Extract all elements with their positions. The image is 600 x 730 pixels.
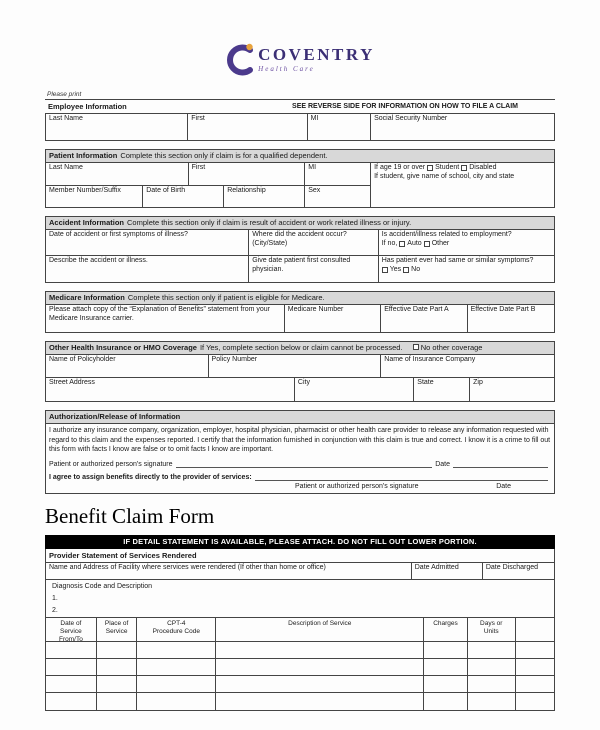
date-admitted-cell (412, 563, 483, 579)
employee-mi-cell (308, 114, 372, 140)
cell-label: Date of Birth (146, 186, 186, 194)
if-no-label: If no, (381, 239, 398, 247)
no-other-coverage-label: No other coverage (420, 343, 483, 352)
service-cell (468, 676, 516, 692)
diagnosis-cell (46, 580, 554, 617)
effective-date-a-cell (381, 305, 467, 332)
similar-symptoms-cell (379, 256, 554, 282)
col-label: Units (483, 627, 499, 635)
service-cell (468, 693, 516, 710)
auto-checkbox[interactable] (399, 241, 405, 247)
patient-last-name-cell (46, 163, 189, 185)
date-line (453, 460, 548, 468)
date-label: Date (435, 460, 450, 468)
no-checkbox[interactable] (403, 267, 409, 273)
section-title: Authorization/Release of Information (49, 412, 181, 421)
zip-cell (470, 378, 554, 401)
cell-label: MI (308, 164, 317, 171)
assign-benefits-row (49, 473, 551, 481)
col-days-units (468, 618, 516, 641)
cell-label: Social Security Number (374, 115, 448, 122)
cell-label: First (191, 115, 205, 122)
signature-sublabels (49, 483, 551, 490)
logo-text (258, 46, 375, 73)
diagnosis-row (46, 580, 554, 618)
col-charges (424, 618, 467, 641)
employee-section-title: Employee Information (48, 102, 127, 111)
employee-row (46, 114, 554, 140)
policy-number-cell (209, 355, 382, 377)
patient-left-column (46, 163, 371, 207)
service-cell (137, 676, 216, 692)
accident-row-1 (46, 230, 554, 256)
form-content (45, 90, 555, 711)
cell-label: Street Address (49, 379, 95, 386)
service-cell (424, 693, 467, 710)
service-row-empty (46, 642, 554, 659)
services-header-row (46, 618, 554, 642)
symptoms-options (382, 266, 551, 275)
sex-cell (305, 186, 370, 208)
brand-tagline: Health Care (258, 64, 315, 73)
patient-section-bar (45, 149, 555, 162)
service-cell (516, 642, 554, 658)
cell-label: Is accident/illness related to employment? (381, 231, 512, 238)
authorization-text: I authorize any insurance company, organization, employer, hospital physician, pharmacist or other health care provider to release any information requested with regard to this claim and the expenses reported. I certify that the information furnished in conjunction with this claim is true and correct. I know it is a crime to fill out this form with facts I know are false or to omit facts I know are important. (49, 427, 551, 453)
service-cell (137, 693, 216, 710)
cell-label: Has patient ever had same or similar symptoms? (381, 257, 534, 264)
cell-label: First (191, 164, 206, 171)
service-cell (46, 659, 97, 675)
employment-related-cell (379, 230, 554, 255)
patient-grid (45, 162, 555, 208)
accident-date-cell (46, 230, 249, 255)
accident-section-bar (45, 216, 555, 229)
other-label: Other (431, 239, 450, 247)
service-cell (97, 659, 138, 675)
cell-label: State (417, 379, 434, 386)
col-place-of-service (97, 618, 138, 641)
section-title: Accident Information (49, 218, 125, 227)
service-row-empty (46, 676, 554, 693)
col-label: CPT-4 (167, 619, 186, 627)
col-cpt4-code (137, 618, 216, 641)
other-coverage-grid (45, 354, 555, 402)
col-label: Procedure Code (152, 627, 200, 635)
col-label: Date of Service (60, 619, 82, 635)
auto-label: Auto (407, 239, 422, 247)
coventry-logo (0, 0, 600, 78)
employee-first-cell (188, 114, 307, 140)
col-description (216, 618, 424, 641)
medicare-attach-cell (46, 305, 285, 332)
accident-where-cell (249, 230, 379, 255)
signature-sublabel: Patient or authorized person's signature (294, 482, 419, 490)
policyholder-cell (46, 355, 209, 377)
cell-label: Last Name (49, 164, 83, 171)
service-cell (424, 659, 467, 675)
facility-row (46, 563, 554, 580)
patient-first-cell (189, 163, 306, 185)
provider-statement-title: Provider Statement of Services Rendered (46, 549, 554, 563)
describe-accident-cell (46, 256, 249, 282)
service-cell (137, 659, 216, 675)
medicare-section-bar (45, 291, 555, 304)
no-other-coverage-checkbox[interactable] (413, 344, 419, 350)
cell-label: Member Number/Suffix (49, 186, 121, 194)
service-cell (424, 676, 467, 692)
facility-cell (46, 563, 412, 579)
section-subtitle: If Yes, complete section below or claim cannot be processed. (199, 343, 403, 352)
cell-label: City (297, 379, 310, 386)
cell-label: Describe the accident or illness. (49, 257, 148, 264)
section-subtitle: Complete this section only if claim is for a qualified dependent. (120, 151, 328, 160)
city-cell (295, 378, 414, 401)
provider-statement-box (45, 549, 555, 711)
student-checkbox[interactable] (427, 165, 433, 171)
service-cell (97, 642, 138, 658)
see-reverse-note: SEE REVERSE SIDE FOR INFORMATION ON HOW TO FILE A CLAIM (292, 103, 518, 110)
street-address-cell (46, 378, 295, 401)
service-cell (46, 676, 97, 692)
employee-last-name-cell (46, 114, 188, 140)
patient-rows (46, 163, 554, 207)
member-number-cell (46, 186, 143, 208)
col-label: Charges (433, 619, 458, 627)
medicare-number-cell (285, 305, 382, 332)
cell-label: Date Discharged (485, 563, 538, 571)
date-discharged-cell (483, 563, 554, 579)
col-label: Service (105, 627, 128, 635)
service-cell (424, 642, 467, 658)
service-cell (516, 693, 554, 710)
service-cell (216, 642, 424, 658)
col-label: Days or (480, 619, 503, 627)
cell-label: Last Name (49, 115, 83, 122)
disabled-checkbox[interactable] (461, 165, 467, 171)
service-cell (516, 659, 554, 675)
service-cell (216, 659, 424, 675)
col-label: From/To (58, 635, 83, 643)
cell-label: Sex (308, 186, 321, 194)
diagnosis-label: Diagnosis Code and Description (52, 582, 152, 590)
service-cell (468, 659, 516, 675)
cell-label: Name of Insurance Company (384, 356, 476, 363)
cell-label: Medicare Number (287, 306, 344, 313)
diagnosis-line-2: 2. (52, 606, 58, 614)
date-sublabel: Date (496, 482, 511, 490)
date-of-birth-cell (143, 186, 224, 208)
insurance-company-cell (381, 355, 554, 377)
section-title: Other Health Insurance or HMO Coverage (49, 343, 197, 352)
section-title: Medicare Information (49, 293, 125, 302)
school-note: If student, give name of school, city and state (374, 172, 515, 180)
patient-row-2 (46, 186, 370, 208)
student-options (374, 164, 551, 173)
service-cell (97, 693, 138, 710)
service-cell (97, 676, 138, 692)
page-title: Benefit Claim Form (45, 503, 215, 528)
cell-label: Effective Date Part A (384, 306, 449, 313)
yes-checkbox[interactable] (382, 267, 388, 273)
assign-signature-line (255, 473, 548, 481)
patient-row-1 (46, 163, 370, 186)
col-label: Place of (104, 619, 129, 627)
relationship-cell (224, 186, 305, 208)
assign-benefits-label: I agree to assign benefits directly to the provider of services: (49, 473, 252, 481)
cell-label: Date of accident or first symptoms of illness? (49, 231, 188, 238)
diagnosis-line-1: 1. (52, 594, 58, 602)
medicare-grid (45, 304, 555, 333)
section-title: Patient Information (49, 151, 118, 160)
medicare-row (46, 305, 554, 332)
cell-sublabel: (City/State) (252, 239, 288, 247)
disabled-label: Disabled (469, 164, 497, 171)
age-label: If age 19 or over (374, 164, 426, 171)
other-checkbox[interactable] (424, 241, 430, 247)
patient-mi-cell (305, 163, 370, 185)
cell-label: MI (310, 115, 319, 122)
cell-label: Where did the accident occur? (252, 231, 347, 238)
cell-label: Zip (473, 379, 483, 386)
employment-options (382, 240, 551, 249)
signature-label: Patient or authorized person's signature (49, 460, 173, 468)
student-status-cell (371, 163, 554, 207)
policy-row (46, 355, 554, 378)
brand-name: COVENTRY (258, 44, 375, 64)
cell-label: Effective Date Part B (470, 306, 536, 313)
employee-grid (45, 114, 555, 141)
col-date-of-service (46, 618, 97, 641)
cell-label: Relationship (227, 186, 266, 194)
section-subtitle: Complete this section only if patient is eligible for Medicare. (127, 293, 325, 302)
state-cell (414, 378, 470, 401)
effective-date-b-cell (468, 305, 554, 332)
cell-label: Policy Number (211, 356, 258, 363)
service-cell (216, 693, 424, 710)
section-subtitle: Complete this section only if claim is result of accident or work related illness or injury. (127, 218, 412, 227)
detail-statement-notice: IF DETAIL STATEMENT IS AVAILABLE, PLEASE ATTACH. DO NOT FILL OUT LOWER PORTION. (45, 535, 555, 549)
cell-label: Name of Policyholder (49, 356, 116, 363)
student-label: Student (435, 164, 460, 171)
service-cell (468, 642, 516, 658)
yes-label: Yes (389, 265, 402, 273)
no-label: No (411, 265, 421, 273)
first-consulted-cell (249, 256, 379, 282)
service-cell (516, 676, 554, 692)
cell-label: Name and Address of Facility where services were rendered (If other than home or office) (49, 563, 326, 571)
employee-section-header (45, 100, 555, 114)
service-row-empty (46, 659, 554, 676)
coventry-logo-icon (225, 40, 255, 78)
employee-ssn-cell (371, 114, 554, 140)
service-row-empty (46, 693, 554, 710)
service-cell (137, 642, 216, 658)
signature-line (176, 460, 433, 468)
col-label: Description of Service (288, 619, 352, 627)
service-cell (46, 642, 97, 658)
cell-label: Please attach copy of the “Explanation of Benefits” statement from your Medicare Insurance carrier. (49, 306, 271, 322)
authorization-box (45, 423, 555, 494)
other-coverage-section-bar (45, 341, 555, 354)
col-blank (516, 618, 554, 641)
service-cell (216, 676, 424, 692)
cell-label: Date Admitted (414, 563, 459, 571)
accident-row-2 (46, 256, 554, 282)
cell-label: Give date patient first consulted physician. (252, 257, 351, 273)
authorization-section-bar (45, 410, 555, 423)
service-cell (46, 693, 97, 710)
signature-row (49, 460, 551, 468)
accident-grid (45, 229, 555, 283)
address-row (46, 378, 554, 401)
please-print-note: Please print (45, 90, 555, 100)
